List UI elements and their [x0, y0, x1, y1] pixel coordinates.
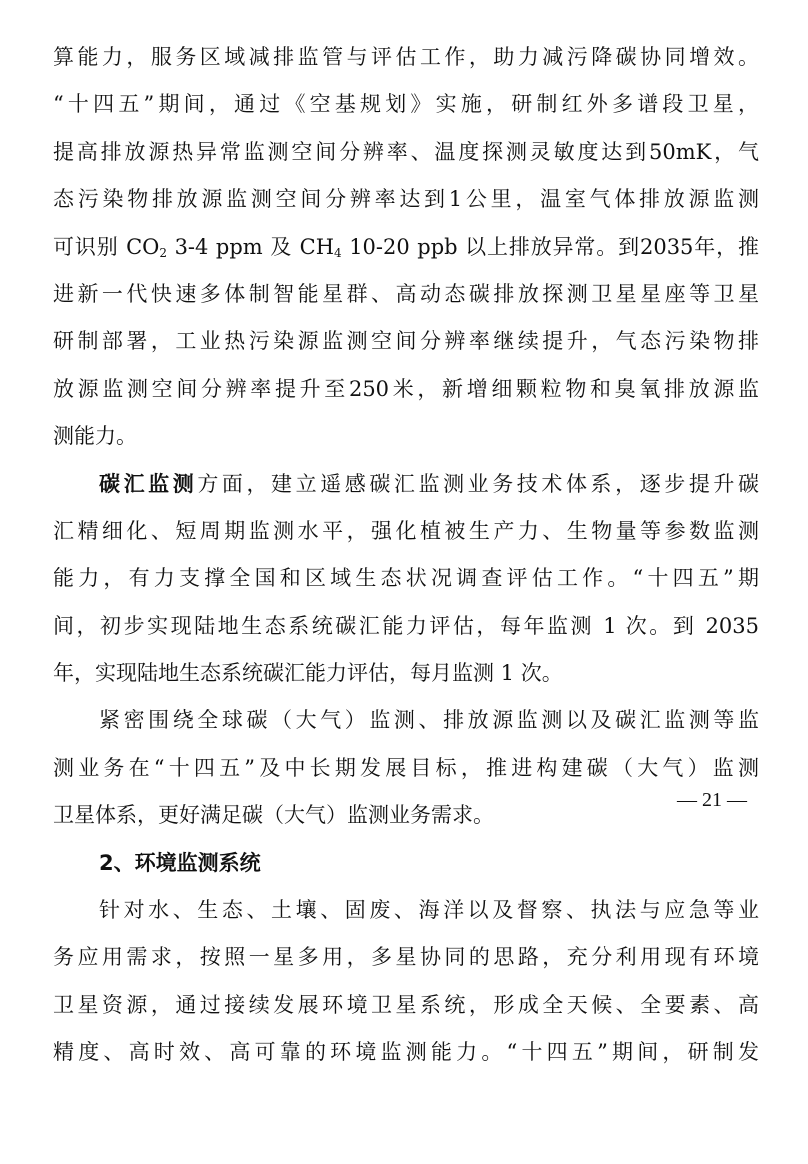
text-line — [53, 461, 759, 508]
text-line: 针对水、生态、土壤、固废、海洋以及督察、执法与应急等业 — [99, 898, 759, 923]
section-heading: 2、环境监测系统 — [99, 850, 261, 875]
text-line: 提高排放源热异常监测空间分辨率、温度探测灵敏度达到50mK，气 — [53, 139, 759, 164]
text-segment: 10-20 ppb 以上排放异常。到2035年，推 — [341, 234, 759, 259]
text-segment: 可识别 CO — [53, 234, 160, 259]
text-line: 紧密围绕全球碳（大气）监测、排放源监测以及碳汇监测等监 — [99, 708, 759, 733]
subscript: 4 — [334, 245, 342, 260]
text-line: 精度、高时效、高可靠的环境监测能力。“十四五”期间，研制发 — [53, 1040, 759, 1065]
text-line: 研制部署，工业热污染源监测空间分辨率继续提升，气态污染物排 — [53, 329, 759, 354]
text-line: 态污染物排放源监测空间分辨率达到1公里，温室气体排放源监测 — [53, 187, 759, 212]
text-line: 汇精细化、短周期监测水平，强化植被生产力、生物量等参数监测 — [53, 518, 759, 543]
text-line: 算能力，服务区域减排监管与评估工作，助力减污降碳协同增效。 — [53, 45, 759, 69]
text-line: 卫星体系，更好满足碳（大气）监测业务需求。 — [53, 803, 494, 828]
text-segment: 3-4 ppm 及 CH — [167, 234, 335, 259]
text-segment: 方面，建立遥感碳汇监测业务技术体系，逐步提升碳 — [197, 471, 760, 496]
subscript: 2 — [159, 245, 168, 260]
text-line: 测能力。 — [53, 424, 137, 449]
text-line: 放源监测空间分辨率提升至250米，新增细颗粒物和臭氧排放源监 — [53, 376, 759, 401]
text-line: 间，初步实现陆地生态系统碳汇能力评估，每年监测 1 次。到 2035 — [53, 613, 759, 638]
text-line: 务应用需求，按照一星多用，多星协同的思路，充分利用现有环境 — [53, 945, 759, 970]
page-number: — 21 — — [677, 789, 747, 811]
bold-term: 碳汇监测 — [99, 471, 198, 496]
text-line: “十四五”期间，通过《空基规划》实施，研制红外多谱段卫星， — [53, 92, 759, 117]
text-line: 卫星资源，通过接续发展环境卫星系统，形成全天候、全要素、高 — [53, 992, 759, 1017]
text-line: 进新一代快速多体制智能星群、高动态碳排放探测卫星星座等卫星 — [53, 281, 759, 306]
text-line: 能力，有力支撑全国和区域生态状况调查评估工作。“十四五”期 — [53, 566, 759, 591]
text-line-formula — [53, 224, 759, 271]
text-line: 年，实现陆地生态系统碳汇能力评估，每月监测 1 次。 — [53, 661, 563, 686]
body-text — [53, 34, 759, 1077]
text-line: 测业务在“十四五”及中长期发展目标，推进构建碳（大气）监测 — [53, 755, 759, 780]
